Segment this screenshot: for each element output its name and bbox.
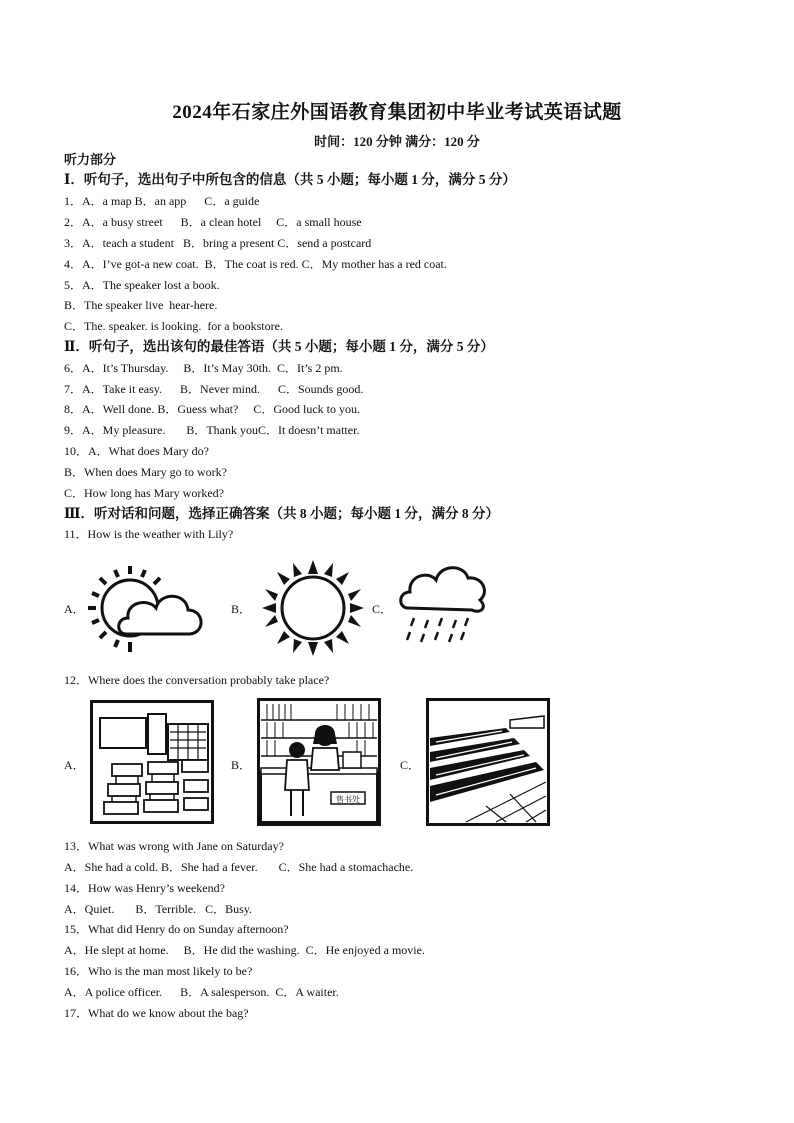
question-10: 10．A．What does Mary do? bbox=[64, 444, 209, 458]
question-4: 4．A．I’ve got-a new coat. B．The coat is red. C．My mother has a red coat. bbox=[64, 257, 447, 271]
classroom-picture bbox=[90, 700, 214, 824]
question-16-options: A．A police officer. B．A salesperson. C．A waiter. bbox=[64, 985, 339, 999]
question-14: 14．How was Henry’s weekend? bbox=[64, 881, 225, 895]
question-7: 7．A．Take it easy. B．Never mind. C．Sounds good. bbox=[64, 382, 364, 396]
question-16: 16．Who is the man most likely to be? bbox=[64, 964, 253, 978]
question-17: 17．What do we know about the bag? bbox=[64, 1006, 249, 1020]
cloudy-sun-icon bbox=[86, 562, 208, 660]
question-5-option-c: C．The. speaker. is looking. for a bookstore. bbox=[64, 319, 283, 333]
question-8: 8．A．Well done. B．Guess what? C．Good luck to you. bbox=[64, 402, 361, 416]
question-5: 5．A．The speaker lost a book. bbox=[64, 278, 220, 292]
question-1: 1．A．a map B．an app C．a guide bbox=[64, 194, 260, 208]
question-13-options: A．She had a cold. B．She had a fever. C．She had a stomachache. bbox=[64, 860, 414, 874]
section-1-heading: Ⅰ．听句子，选出句子中所包含的信息（共 5 小题；每小题 1 分，满分 5 分） bbox=[64, 172, 516, 187]
question-10-option-b: B．When does Mary go to work? bbox=[64, 465, 227, 479]
question-15: 15．What did Henry do on Sunday afternoon? bbox=[64, 922, 289, 936]
question-11: 11．How is the weather with Lily? bbox=[64, 527, 234, 541]
q12-label-a: A． bbox=[64, 758, 85, 772]
rain-cloud-icon bbox=[398, 558, 490, 650]
q11-label-a: A． bbox=[64, 602, 85, 616]
exam-subtitle: 时间：120 分钟 满分：120 分 bbox=[314, 134, 480, 149]
supermarket-picture bbox=[426, 698, 550, 826]
q11-label-b: B． bbox=[231, 602, 252, 616]
bookstore-picture bbox=[257, 698, 381, 826]
question-3: 3．A．teach a student B．bring a present C．send a postcard bbox=[64, 236, 372, 250]
q12-label-b: B． bbox=[231, 758, 252, 772]
bookstore-sign-text: 售书处 bbox=[336, 795, 360, 804]
section-2-heading: Ⅱ．听句子，选出该句的最佳答语（共 5 小题；每小题 1 分，满分 5 分） bbox=[64, 339, 494, 354]
question-9: 9．A．My pleasure. B．Thank youC．It doesn’t matter. bbox=[64, 423, 360, 437]
q11-label-c: C． bbox=[372, 602, 393, 616]
exam-title: 2024年石家庄外国语教育集团初中毕业考试英语试题 bbox=[172, 102, 622, 123]
part-heading: 听力部分 bbox=[64, 152, 117, 167]
sun-icon bbox=[258, 556, 368, 660]
question-15-options: A．He slept at home. B．He did the washing. C．He enjoyed a movie. bbox=[64, 943, 425, 957]
question-13: 13．What was wrong with Jane on Saturday? bbox=[64, 839, 284, 853]
question-10-option-c: C．How long has Mary worked? bbox=[64, 486, 224, 500]
q12-label-c: C． bbox=[400, 758, 421, 772]
question-14-options: A．Quiet. B．Terrible. C．Busy. bbox=[64, 902, 253, 916]
section-3-heading: Ⅲ．听对话和问题，选择正确答案（共 8 小题；每小题 1 分，满分 8 分） bbox=[64, 506, 499, 521]
question-2: 2．A．a busy street B．a clean hotel C．a small house bbox=[64, 215, 362, 229]
question-12: 12．Where does the conversation probably take place? bbox=[64, 673, 330, 687]
question-5-option-b: B．The speaker live hear-here. bbox=[64, 298, 218, 312]
question-6: 6．A．It’s Thursday. B．It’s May 30th. C．It’s 2 pm. bbox=[64, 361, 343, 375]
